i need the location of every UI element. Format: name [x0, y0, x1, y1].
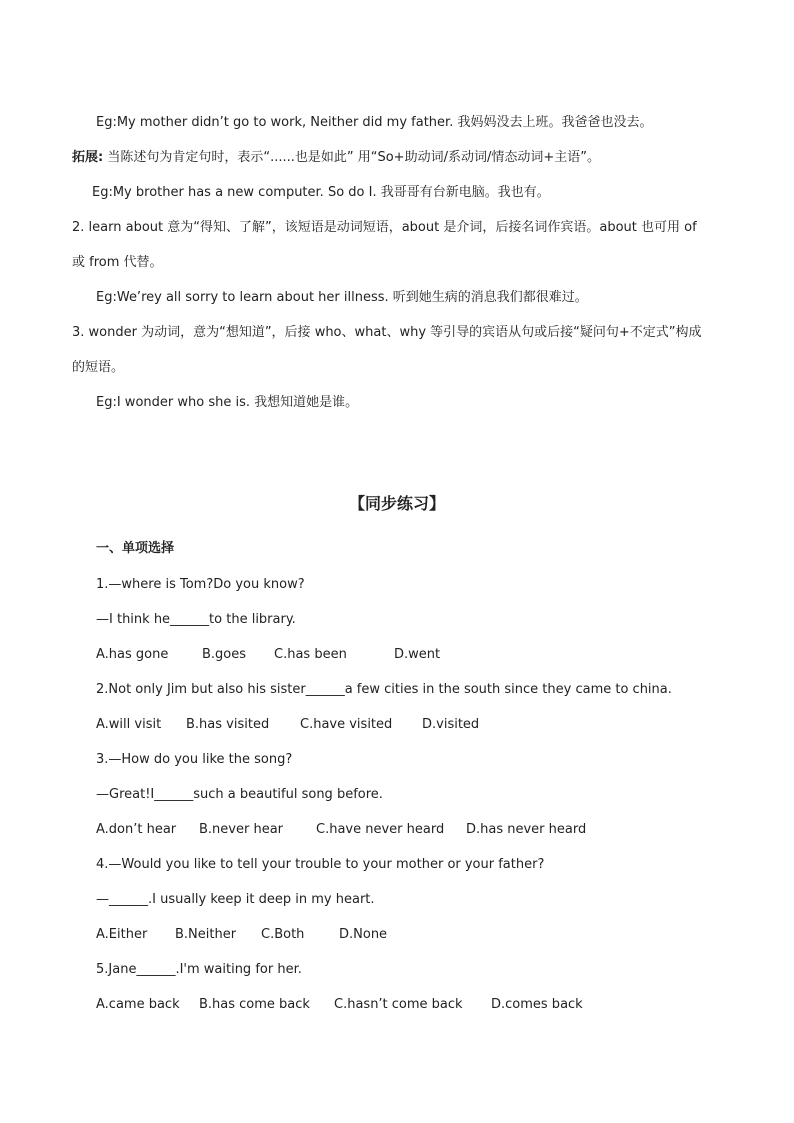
question-2-option-c: C.have visited: [300, 717, 393, 732]
example-sentence-4: Eg:I wonder who she is. 我想知道她是谁。: [96, 395, 359, 410]
point-3-line-1: 3. wonder 为动词，意为“想知道”，后接 who、what、why 等引导的宾语从句或后接“疑问句+不定式”构成: [72, 325, 702, 340]
question-3-option-a: A.don’t hear: [96, 822, 177, 837]
extension-note: [72, 150, 600, 166]
question-1-option-d: D.went: [394, 647, 441, 662]
question-4-option-d: D.None: [339, 927, 388, 942]
question-5-line-1: 5.Jane______.I'm waiting for her.: [96, 962, 302, 977]
question-4-option-a: A.Either: [96, 927, 148, 942]
question-2-option-b: B.has visited: [186, 717, 270, 732]
question-4-line-1: 4.—Would you like to tell your trouble to your mother or your father?: [96, 857, 545, 872]
question-4-option-c: C.Both: [261, 927, 305, 942]
question-5-option-d: D.comes back: [491, 997, 583, 1012]
question-5-option-b: B.has come back: [199, 997, 310, 1012]
point-3-line-2: 的短语。: [72, 360, 125, 375]
question-1-line-2: —I think he______to the library.: [96, 612, 296, 627]
question-4-option-b: B.Neither: [175, 927, 237, 942]
exercise-title: 【同步练习】: [348, 494, 445, 513]
question-3-line-1: 3.—How do you like the song?: [96, 752, 293, 767]
point-2-line-2: 或 from 代替。: [72, 255, 163, 270]
example-sentence-1: Eg:My mother didn’t go to work, Neither did my father. 我妈妈没去上班。我爸爸也没去。: [96, 115, 653, 130]
question-3-option-d: D.has never heard: [466, 822, 587, 837]
point-2-line-1: 2. learn about 意为“得知、了解”，该短语是动词短语，about 是介词，后接名词作宾语。about 也可用 of: [72, 220, 697, 235]
extension-text: 当陈述句为肯定句时，表示“......也是如此” 用“So+助动词/系动词/情态动词+主语”。: [103, 150, 600, 165]
extension-label: 拓展:: [72, 150, 104, 165]
question-2-line-1: 2.Not only Jim but also his sister______a few cities in the south since they came to china.: [96, 682, 672, 697]
example-sentence-2: Eg:My brother has a new computer. So do I. 我哥哥有台新电脑。我也有。: [92, 185, 550, 200]
question-5-option-a: A.came back: [96, 997, 180, 1012]
question-3-line-2: —Great!I______such a beautiful song before.: [96, 787, 383, 802]
question-1-line-1: 1.—where is Tom?Do you know?: [96, 577, 305, 592]
question-1-option-a: A.has gone: [96, 647, 169, 662]
question-1-option-b: B.goes: [202, 647, 247, 662]
section-heading-single-choice: 一、单项选择: [96, 541, 175, 556]
question-2-option-d: D.visited: [422, 717, 480, 732]
question-5-option-c: C.hasn’t come back: [334, 997, 463, 1012]
question-3-option-b: B.never hear: [199, 822, 284, 837]
question-3-option-c: C.have never heard: [316, 822, 445, 837]
question-1-option-c: C.has been: [274, 647, 347, 662]
question-2-option-a: A.will visit: [96, 717, 162, 732]
question-4-line-2: —______.I usually keep it deep in my heart.: [96, 892, 375, 907]
example-sentence-3: Eg:We’rey all sorry to learn about her illness. 听到她生病的消息我们都很难过。: [96, 290, 588, 305]
